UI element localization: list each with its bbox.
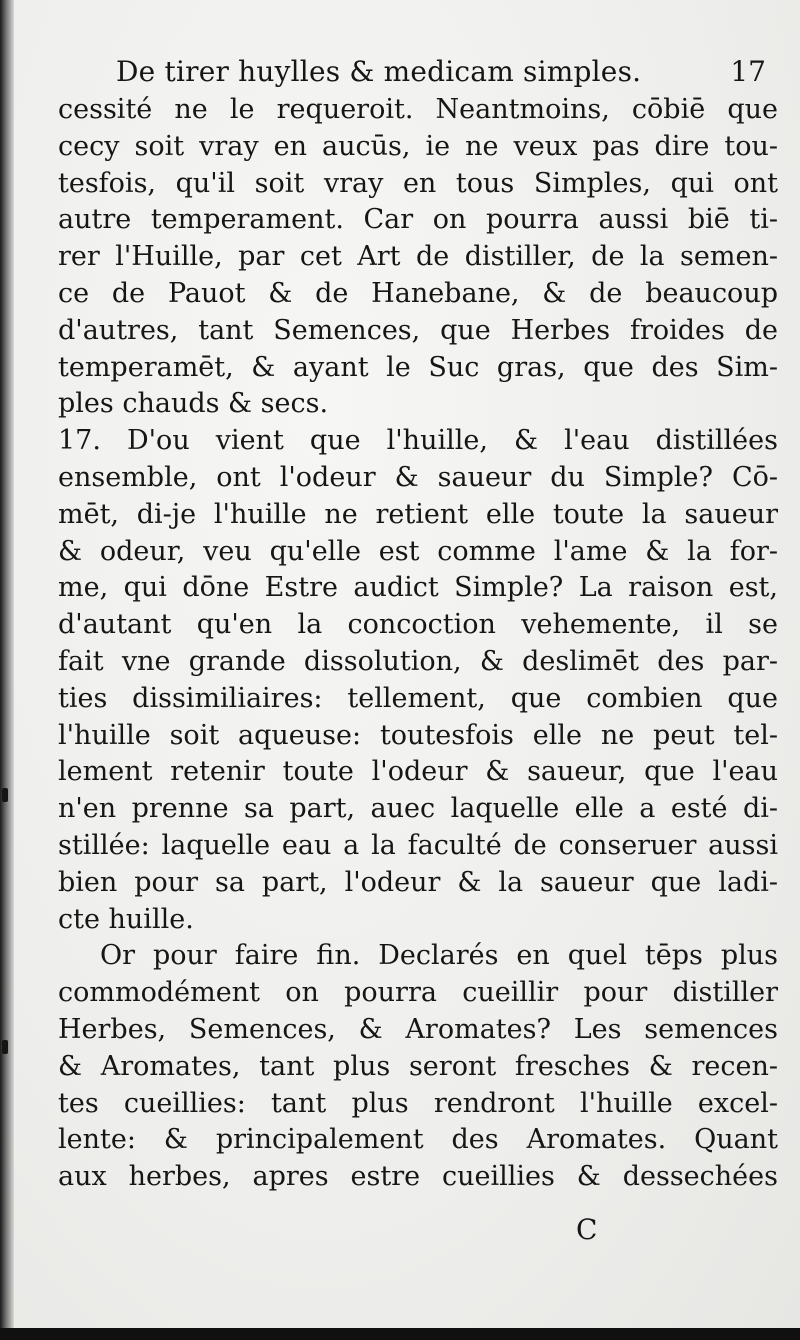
text-line: ties dissimiliaires: tellement, que combien que — [58, 682, 778, 714]
text-line: & odeur, veu qu'elle est comme l'ame & la for- — [58, 535, 778, 567]
text-line: lente: & principalement des Aromates. Quant — [58, 1124, 778, 1156]
text-line: bien pour sa part, l'odeur & la saueur que ladi- — [58, 866, 778, 898]
margin-ink-mark — [2, 788, 8, 802]
text-line: l'huille soit aqueuse: toutesfois elle ne peut tel- — [58, 719, 778, 751]
text-line: mēt, di-je l'huille ne retient elle toute la saueur — [58, 498, 778, 530]
text-line: tes cueillies: tant plus rendront l'huille excel- — [58, 1087, 778, 1119]
text-line: cessité ne le requeroit. Neantmoins, cōbiē que — [58, 94, 778, 125]
paragraph-start-line: Or pour faire fin. Declarés en quel tēps plus — [100, 940, 778, 972]
text-line: ples chauds & secs. — [58, 388, 329, 420]
page-number: 17 — [730, 55, 766, 88]
text-line: lement retenir toute l'odeur & saueur, que l'eau — [58, 756, 778, 788]
text-line: n'en prenne sa part, auec laquelle elle a esté di- — [58, 793, 778, 825]
text-line: cte huille. — [58, 903, 194, 935]
text-line: temperamēt, & ayant le Suc gras, que des Sim- — [58, 351, 778, 383]
running-head — [58, 52, 778, 92]
text-line: d'autant qu'en la concoction vehemente, il se — [58, 609, 778, 641]
running-title: De tirer huylles & medicam simples. — [116, 55, 642, 88]
text-line: d'autres, tant Semences, que Herbes froides de — [58, 314, 778, 346]
text-line: & Aromates, tant plus seront fresches & recen- — [58, 1050, 778, 1082]
text-block — [58, 52, 778, 1196]
margin-ink-mark — [2, 1040, 8, 1054]
text-line: aux herbes, apres estre cueillies & dessechées — [58, 1161, 778, 1193]
text-line: me, qui dōne Estre audict Simple? La raison est, — [58, 572, 778, 604]
text-line: tesfois, qu'il soit vray en tous Simples, qui ont — [58, 167, 778, 199]
text-line: Herbes, Semences, & Aromates? Les semences — [58, 1013, 778, 1045]
text-line: autre temperament. Car on pourra aussi biē ti- — [58, 204, 778, 236]
page-edge-shadow — [0, 1328, 800, 1340]
text-line: ensemble, ont l'odeur & saueur du Simple? Cō- — [58, 461, 778, 493]
signature-mark: C — [576, 1213, 598, 1246]
question-heading-line: 17. D'ou vient que l'huille, & l'eau distillées — [58, 425, 778, 457]
text-line: ce de Pauot & de Hanebane, & de beaucoup — [58, 277, 778, 309]
text-line: cecy soit vray en aucūs, ie ne veux pas dire tou- — [58, 130, 778, 162]
text-line: rer l'Huille, par cet Art de distiller, de la semen- — [58, 241, 778, 273]
text-line: commodément on pourra cueillir pour distiller — [58, 977, 778, 1009]
text-line: fait vne grande dissolution, & deslimēt des par- — [58, 645, 778, 677]
text-line: stillée: laquelle eau a la faculté de conseruer aussi — [58, 829, 778, 861]
binding-shadow — [0, 0, 14, 1340]
